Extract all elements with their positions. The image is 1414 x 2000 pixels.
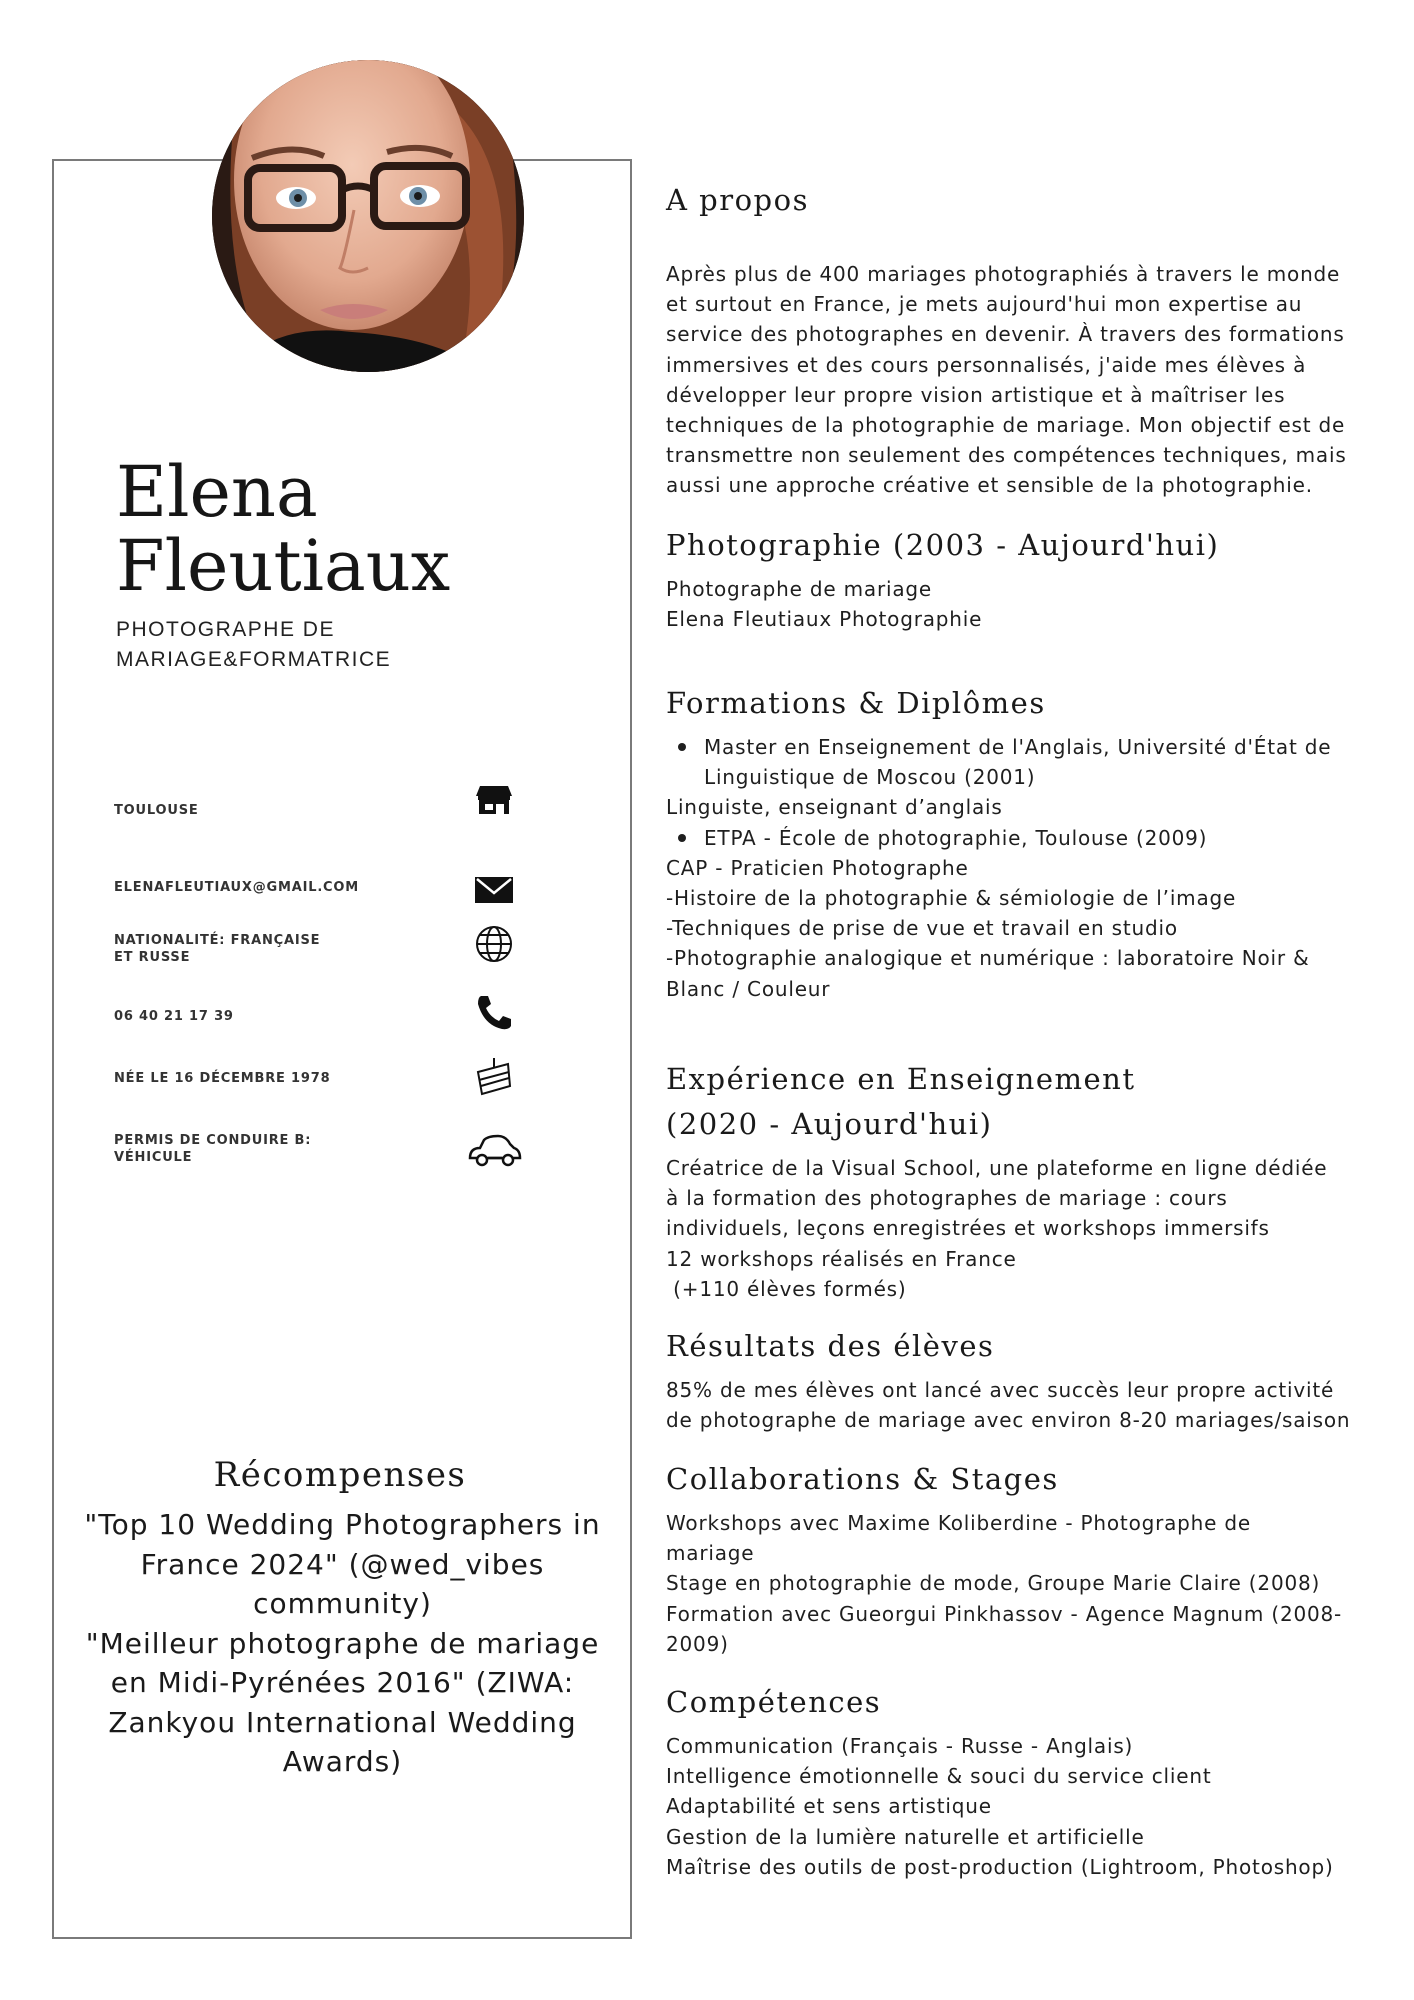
text-line: (+110 élèves formés) xyxy=(666,1276,907,1301)
name-first: Elena xyxy=(116,451,318,533)
teaching-heading: Expérience en Enseignement xyxy=(666,1062,1136,1096)
education-bullet: ETPA - École de photographie, Toulouse (2009) xyxy=(666,823,1366,853)
contact-email-text: ELENAFLEUTIAUX@GMAIL.COM xyxy=(114,880,359,895)
text-line: Adaptabilité et sens artistique xyxy=(666,1794,992,1819)
profile-photo xyxy=(212,60,524,372)
text-line: de photographe de mariage avec environ 8-20 mariages/saison xyxy=(666,1408,1351,1433)
text-line: Photographe de mariage xyxy=(666,577,932,601)
job-title: PHOTOGRAPHE DE MARIAGE&FORMATRICE xyxy=(116,618,392,671)
envelope-icon xyxy=(472,869,516,909)
collaborations-heading: Collaborations & Stages xyxy=(666,1462,1059,1496)
text-line: Gestion de la lumière naturelle et artificielle xyxy=(666,1824,1145,1849)
text-line: 12 workshops réalisés en France xyxy=(666,1246,1017,1271)
text-line: techniques de la photographie de mariage. Mon objectif est de xyxy=(666,413,1346,438)
collaborations-text xyxy=(666,1508,1366,1659)
education-text xyxy=(666,732,1366,1004)
results-heading: Résultats des élèves xyxy=(666,1329,995,1363)
about-heading: A propos xyxy=(666,183,809,217)
text-line: immersives et des cours personnalisés, j'aide mes élèves à xyxy=(666,352,1307,377)
text-line: Communication (Français - Russe - Anglais) xyxy=(666,1734,1134,1758)
text-line: 2009) xyxy=(666,1631,729,1656)
about-text xyxy=(666,259,1366,501)
text-line: à la formation des photographes de mariage : cours xyxy=(666,1186,1228,1211)
text-line: Après plus de 400 mariages photographiés à travers le monde xyxy=(666,262,1341,286)
results-text xyxy=(666,1375,1366,1435)
text-line: aussi une approche créative et sensible de la photographie. xyxy=(666,473,1313,498)
text-line: -Histoire de la photographie & sémiologie de l’image xyxy=(666,886,1237,911)
awards-list xyxy=(70,1505,615,1782)
photography-text xyxy=(666,574,1366,634)
text-line: Stage en photographie de mode, Groupe Marie Claire (2008) xyxy=(666,1571,1321,1596)
globe-icon xyxy=(472,924,516,964)
text-line: transmettre non seulement des compétences techniques, mais xyxy=(666,443,1347,468)
education-bullet: Master en Enseignement de l'Anglais, Université d'État de Linguistique de Moscou (2001) xyxy=(666,732,1366,792)
award-item: "Meilleur photographe de mariage en Midi-Pyrénées 2016" (ZIWA: Zankyou International Wedding Awards) xyxy=(85,1626,600,1778)
contact-license-text: PERMIS DE CONDUIRE B: VÉHICULE xyxy=(114,1133,312,1165)
contact-location-text: TOULOUSE xyxy=(114,803,199,818)
text-line: mariage xyxy=(666,1541,755,1566)
text-line: CAP - Praticien Photographe xyxy=(666,855,969,880)
teaching-period: (2020 - Aujourd'hui) xyxy=(666,1107,993,1141)
teaching-text xyxy=(666,1153,1366,1304)
text-line: 85% de mes élèves ont lancé avec succès leur propre activité xyxy=(666,1378,1335,1402)
text-line: Blanc / Couleur xyxy=(666,976,831,1001)
contact-nationality-text: NATIONALITÉ: FRANÇAISE ET RUSSE xyxy=(114,933,321,965)
cake-icon xyxy=(472,1056,516,1096)
text-line: développer leur propre vision artistique et à maîtriser les xyxy=(666,382,1286,407)
education-heading: Formations & Diplômes xyxy=(666,686,1046,720)
skills-heading: Compétences xyxy=(666,1685,882,1719)
text-line: Elena Fleutiaux Photographie xyxy=(666,607,983,632)
car-icon xyxy=(466,1130,522,1170)
photography-heading: Photographie (2003 - Aujourd'hui) xyxy=(666,528,1220,562)
text-line: Intelligence émotionnelle & souci du service client xyxy=(666,1764,1212,1789)
contact-birthdate-text: NÉE LE 16 DÉCEMBRE 1978 xyxy=(114,1071,331,1086)
name-last: Fleutiaux xyxy=(116,525,451,607)
text-line: individuels, leçons enregistrées et workshops immersifs xyxy=(666,1216,1270,1241)
awards-heading: Récompenses xyxy=(213,1455,467,1495)
text-line: et surtout en France, je mets aujourd'hui mon expertise au xyxy=(666,292,1303,317)
text-line: Workshops avec Maxime Koliberdine - Photographe de xyxy=(666,1511,1252,1535)
person-name xyxy=(116,451,451,607)
text-line: Formation avec Gueorgui Pinkhassov - Agence Magnum (2008- xyxy=(666,1601,1343,1626)
text-line: -Techniques de prise de vue et travail en studio xyxy=(666,916,1178,941)
phone-icon xyxy=(472,992,516,1032)
skills-text xyxy=(666,1731,1366,1882)
text-line: service des photographes en devenir. À travers des formations xyxy=(666,322,1345,347)
store-icon xyxy=(472,780,516,820)
contact-phone-text: 06 40 21 17 39 xyxy=(114,1009,234,1024)
text-line: Créatrice de la Visual School, une plateforme en ligne dédiée xyxy=(666,1156,1328,1180)
text-line: Maîtrise des outils de post-production (Lightroom, Photoshop) xyxy=(666,1854,1334,1879)
award-item: "Top 10 Wedding Photographers in France 2024" (@wed_vibes community) xyxy=(84,1508,601,1620)
text-line: Linguiste, enseignant d’anglais xyxy=(666,795,1003,820)
text-line: -Photographie analogique et numérique : laboratoire Noir & xyxy=(666,946,1310,971)
